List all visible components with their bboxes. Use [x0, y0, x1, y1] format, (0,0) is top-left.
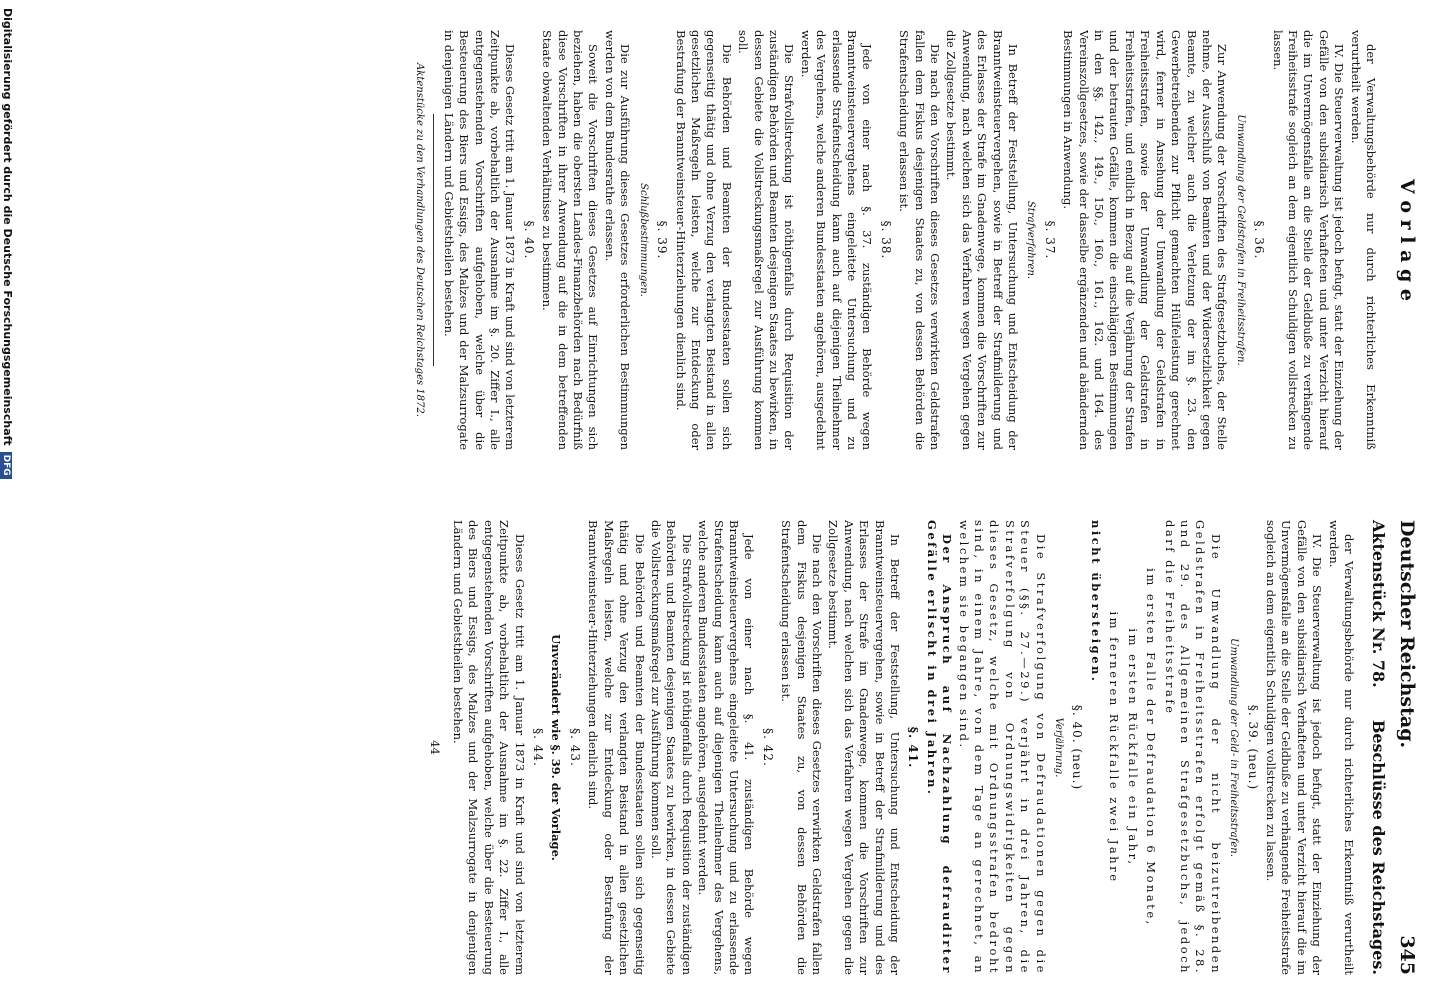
- paragraph: Jede von einer nach §. 37. zuständigen Behörde wegen Branntweinsteuervergehens eingeleitete Untersuchung und zu erlassende Strafentscheidung kann auch auf diejenigen Theilnehmer des Vergehens, welche anderen Bundesstaaten angehören, ausgedehnt werden.: [798, 30, 875, 450]
- header-right: [1388, 520, 1418, 975]
- paragraph: Der Anspruch auf Nachzahlung defraudirter Gefälle erlischt in drei Jahren.: [924, 520, 955, 975]
- section-heading: §. 37.: [1042, 220, 1057, 260]
- section-note: Schlußbestimmungen.: [637, 183, 649, 297]
- document-number: Aktenstück Nr. 78.: [1369, 520, 1388, 688]
- sheet-number: 44: [427, 740, 442, 755]
- section-note: Verjährung.: [1053, 717, 1065, 778]
- paragraph: Jede von einer nach §. 41. zuständigen Behörde wegen Branntweinsteuervergehens eingeleitete Untersuchung und zu erlassende Strafentscheidung kann auch auf diejenigen Theilnehmer des Vergehens, welche anderen Bundesstaaten angehören, ausgedehnt werden.: [696, 520, 757, 975]
- section-heading: §. 44.: [531, 728, 546, 767]
- digitization-credit: [0, 8, 14, 1008]
- paragraph-item: im ferneren Rückfalle zwei Jahre: [1107, 611, 1122, 884]
- paragraph: der Verwaltungsbehörde nur durch richterliches Erkenntniß verurtheilt werden.: [1348, 30, 1378, 450]
- section-heading: §. 38.: [878, 220, 893, 260]
- paragraph: Die Behörden und Beamten der Bundesstaaten sollen sich gegenseitig thätig und ohne Verzug den verlangten Beistand in allen gesetzlichen Maßregeln leisten, welche zur Entdeckung oder Bestrafung der Branntweinsteuer-Hinterziehungen dienlich sind.: [586, 520, 647, 975]
- paragraph-item: im ersten Rückfalle ein Jahr,: [1125, 628, 1140, 867]
- paragraph: Die Behörden und Beamten der Bundesstaaten sollen sich gegenseitig thätig und ohne Verzug den verlangten Beistand in allen gesetzlichen Maßregeln leisten, welche zur Entdeckung oder Bestrafung der Branntweinsteuer-Hinterziehungen dienlich sind.: [673, 30, 734, 450]
- header-right-sub: [1358, 520, 1388, 975]
- footnote-rule: [433, 114, 434, 366]
- section-heading: §. 39.: [655, 220, 670, 260]
- section-note: Umwandlung der Geldstrafen in Freiheitsstrafen.: [1234, 114, 1246, 366]
- credit-text: Digitalisierung gefördert durch die Deutsche Forschungsgemeinschaft: [1, 8, 14, 446]
- paragraph: Die Strafvollstreckung ist nöthigenfalls durch Requisition der zuständigen Behörden und Beamten desjenigen Staates zu bewirken, in dessen Gebiete die Vollstreckungsmaßregel zur Ausführung kommen soll.: [648, 520, 694, 975]
- section-heading: §. 40. (neu.): [1070, 704, 1085, 791]
- left-column-title: V o r l a g e: [1396, 178, 1418, 301]
- section-note: Strafverfahren.: [1025, 200, 1037, 280]
- section-heading: §. 40.: [521, 220, 536, 260]
- paragraph: Die Umwandlung der nicht beizutreibenden Geldstrafen in Freiheitsstrafen erfolgt gemäß §. 28. und 29. des Allgemeinen Strafgesetzbuchs, jedoch darf die Freiheitsstrafe: [1162, 520, 1223, 975]
- journal-title: Deutscher Reichstag.: [1396, 520, 1418, 749]
- paragraph: IV. Die Steuerverwaltung ist jedoch befugt, statt der Einziehung der Gefälle von den subsidiarisch Verhafteten und unter Verzicht hierauf die im Unvermögensfalle an die Stelle der Geldbuße zu verhängende Freiheitsstrafe sogleich an dem eigentlich Schuldigen vollstrecken zu lassen.: [1270, 30, 1347, 450]
- right-column-title: Beschlüsse des Reichstages.: [1369, 719, 1388, 975]
- page-number: 345: [1396, 935, 1418, 975]
- right-column: [56, 520, 1356, 975]
- footnote: Aktenstücke zu den Verhandlungen des Deutschen Reichstages 1872.: [414, 63, 426, 417]
- paragraph: Dieses Gesetz tritt am 1. Januar 1873 in Kraft und sind von letzterem Zeitpunkte ab, vorbehaltlich der Ausnahme im §. 20. Ziffer I., alle entgegenstehenden Vorschriften aufgehoben, welche über die Besteuerung des Biers und Essigs, des Malzes und der Malzsurrogate in denjenigen Ländern und Gebietstheilen bestehen.: [441, 30, 518, 450]
- paragraph: Die Strafvollstreckung ist nöthigenfalls durch Requisition der zuständigen Behörden und Beamten desjenigen Staates zu bewirken, in dessen Gebiete die Vollstreckungsmaßregel zur Ausführung kommen soll.: [736, 30, 797, 450]
- paragraph: nicht übersteigen.: [1088, 520, 1103, 684]
- paragraph: Soweit die Vorschriften dieses Gesetzes auf Einrichtungen sich beziehen, haben die obersten Landes-Finanzbehörden nach Bedürfniß diese Vorschriften in ihrer Anwendung auf die in dem betreffenden Staate obwaltenden Verhältnisse zu bestimmen.: [540, 30, 601, 450]
- header-left: [1388, 30, 1418, 450]
- section-heading: §. 41.: [906, 726, 921, 769]
- section-heading: §. 42.: [760, 728, 775, 767]
- section-note: Umwandlung der Geld- in Freiheitsstrafen.: [1228, 638, 1240, 857]
- paragraph: In Betreff der Feststellung, Untersuchung und Entscheidung der Branntweinsteuervergehen, sowie in Betreff der Strafmilderung und des Erlasses der Strafe im Gnadenwege, kommen die Vorschriften zur Anwendung, nach welchen sich das Verfahren wegen Vergehen gegen die Zollgesetze bestimmt.: [826, 520, 903, 975]
- paragraph: Unverändert wie §. 39. der Vorlage.: [549, 634, 564, 861]
- paragraph: Dieses Gesetz tritt am 1. Januar 1873 in Kraft und sind von letzterem Zeitpunkte ab, vorbehaltlich der Ausnahme im §. 22. Ziffer I., alle entgegenstehenden Vorschriften aufgehoben, welche über die Besteuerung des Biers und Essigs, des Malzes und der Malzsurrogate in denjenigen Ländern und Gebietstheilen bestehen.: [451, 520, 527, 975]
- section-heading: §. 43.: [567, 728, 582, 767]
- paragraph: IV. Die Steuerverwaltung ist jedoch befugt, statt der Einziehung der Gefälle von den subsidiarisch Verhafteten und unter Verzicht hierauf die im Unvermögensfalle an die Stelle der Geldbuße zu verhängende Freiheitsstrafe sogleich an dem eigentlich Schuldigen vollstrecken zu lassen.: [1263, 520, 1325, 975]
- section-heading: §. 36.: [1252, 220, 1267, 260]
- dfg-logo: DFG: [0, 452, 12, 479]
- left-column: [98, 30, 1378, 450]
- paragraph-item: im ersten Falle der Defraudation 6 Monate,: [1144, 568, 1159, 927]
- paragraph: Die nach den Vorschriften dieses Gesetzes verwirkten Geldstrafen fallen dem Fiskus desjenigen Staates zu, von dessen Behörden die Strafentscheidung erlassen ist.: [897, 30, 943, 450]
- paragraph: Die nach den Vorschriften dieses Gesetzes verwirkten Geldstrafen fallen dem Fiskus desjenigen Staates zu, von dessen Behörden die Strafentscheidung erlassen ist.: [779, 520, 824, 975]
- paragraph: Die zur Ausführung dieses Gesetzes erforderlichen Bestimmungen werden von dem Bundesrathe erlassen.: [602, 30, 633, 450]
- paragraph: In Betreff der Feststellung, Untersuchung und Entscheidung der Branntweinsteuervergehen, sowie in Betreff der Strafmilderung und des Erlasses der Strafe im Gnadenwege, kommen die Vorschriften zur Anwendung, nach welchen sich das Verfahren wegen Vergehen gegen die Zollgesetze bestimmt.: [944, 30, 1021, 450]
- paragraph: Die Strafverfolgung von Defraudationen gegen die Steuer (§§. 27.—29.) verjährt in drei Jahren, die Strafverfolgung von Ordnungswidrigkeiten gegen dieses Gesetz, welche mit Ordnungsstrafen bedroht sind, in einem Jahre, von dem Tage an gerechnet, an welchem sie begangen sind.: [956, 520, 1048, 975]
- section-heading: §. 39. (neu.): [1245, 704, 1260, 791]
- paragraph: Zur Anwendung der Vorschriften des Strafgesetzbuches, der Stelle nehme, der Ausschluß von Beamten und der Widersetzlichkeit gegen Beamte, zu welcher auch die Verletzung der im §. 23. den Gewerbetreibenden zur Pflicht gemachten Hülfeleistung gerechnet wird, ferner in Ansehung der Umwandlung der Geldstrafen in Freiheitsstrafen, sowie der Umwandlung der Geldstrafen in Freiheitsstrafen, und endlich in Bezug auf die Verjährung der Strafen und der betrauten Gefälle, kommen die einschlägigen Bestimmungen in den §§. 142., 149., 150., 160., 161., 162. und 164. des Vereinszollgesetzes, sowie der dasselbe ergänzenden und abändernden Bestimmungen in Anwendung.: [1061, 30, 1230, 450]
- paragraph: der Verwaltungsbehörde nur durch richterliches Erkenntniß verurtheilt werden.: [1326, 520, 1356, 975]
